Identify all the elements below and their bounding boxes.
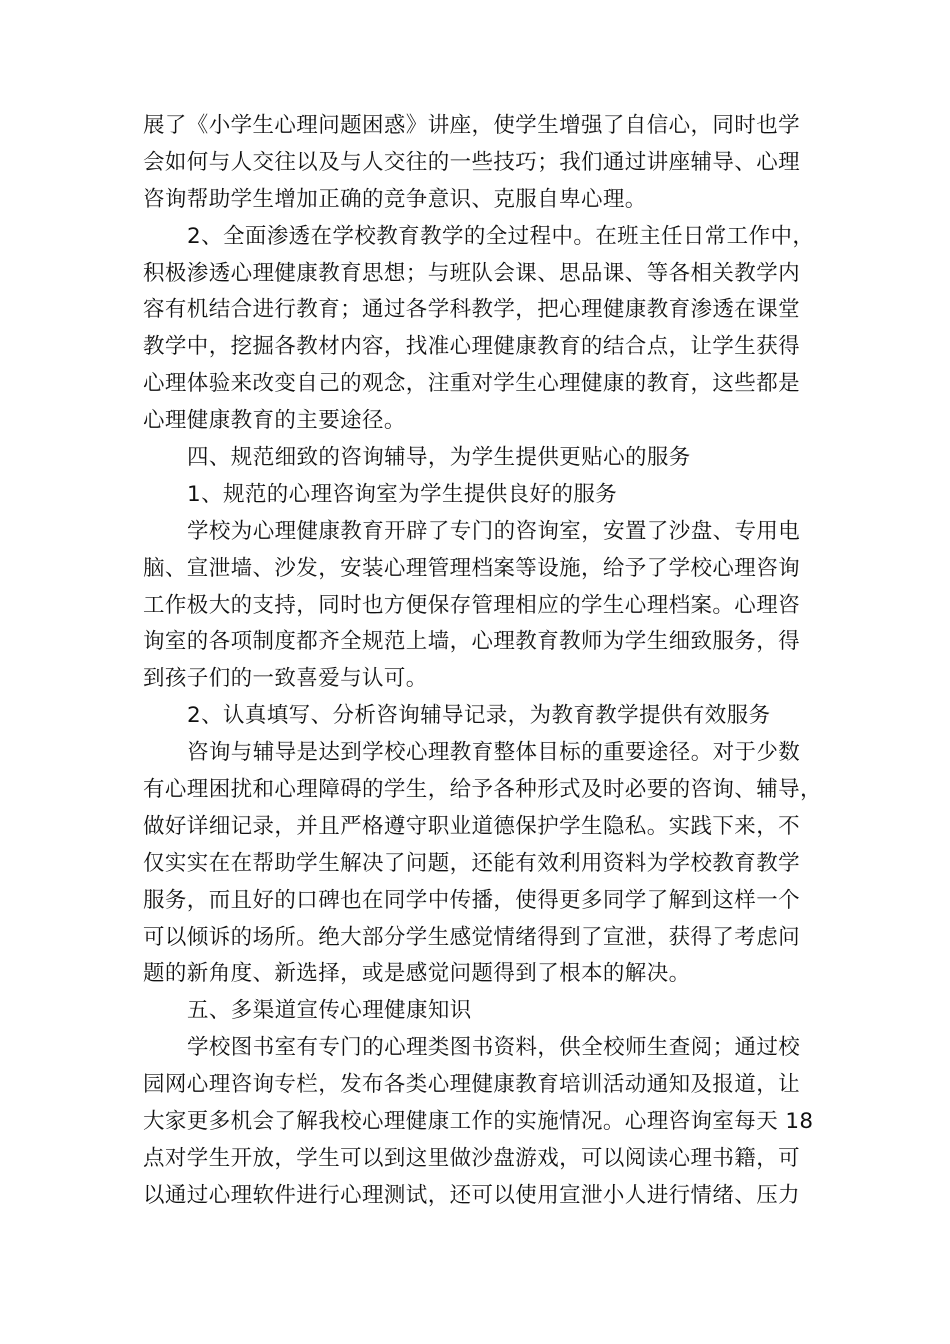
document-line: 有心理困扰和心理障碍的学生，给予各种形式及时必要的咨询、辅导， [143, 777, 822, 803]
document-line: 询室的各项制度都齐全规范上墙，心理教育教师为学生细致服务，得 [143, 629, 801, 655]
document-line: 题的新角度、新选择，或是感觉问题得到了根本的解决。 [143, 961, 691, 987]
document-line: 可以倾诉的场所。绝大部分学生感觉情绪得到了宣泄，获得了考虑问 [143, 924, 801, 950]
document-line: 咨询帮助学生增加正确的竞争意识、克服自卑心理。 [143, 186, 647, 212]
document-line: 四、规范细致的咨询辅导，为学生提供更贴心的服务 [187, 445, 691, 471]
document-line: 点对学生开放，学生可以到这里做沙盘游戏，可以阅读心理书籍，可 [143, 1145, 801, 1171]
document-line: 仅实实在在帮助学生解决了问题，还能有效利用资料为学校教育教学 [143, 850, 801, 876]
document-line: 服务，而且好的口碑也在同学中传播，使得更多同学了解到这样一个 [143, 887, 801, 913]
document-line: 2、认真填写、分析咨询辅导记录，为教育教学提供有效服务 [187, 703, 771, 729]
document-line: 教学中，挖掘各教材内容，找准心理健康教育的结合点，让学生获得 [143, 334, 801, 360]
document-line: 脑、宣泄墙、沙发，安装心理管理档案等设施，给予了学校心理咨询 [143, 555, 801, 581]
document-line: 咨询与辅导是达到学校心理教育整体目标的重要途径。对于少数 [187, 740, 801, 766]
document-line: 以通过心理软件进行心理测试，还可以使用宣泄小人进行情绪、压力 [143, 1182, 801, 1208]
document-body [143, 108, 833, 1215]
document-line: 工作极大的支持，同时也方便保存管理相应的学生心理档案。心理咨 [143, 592, 801, 618]
document-line: 到孩子们的一致喜爱与认可。 [143, 666, 428, 692]
document-line: 1、规范的心理咨询室为学生提供良好的服务 [187, 481, 618, 507]
document-line: 心理体验来改变自己的观念，注重对学生心理健康的教育，这些都是 [143, 371, 801, 397]
document-line: 学校为心理健康教育开辟了专门的咨询室，安置了沙盘、专用电 [187, 518, 801, 544]
document-line: 会如何与人交往以及与人交往的一些技巧；我们通过讲座辅导、心理 [143, 149, 801, 175]
document-line: 大家更多机会了解我校心理健康工作的实施情况。心理咨询室每天 18 [143, 1109, 814, 1135]
document-line: 容有机结合进行教育；通过各学科教学，把心理健康教育渗透在课堂 [143, 297, 801, 323]
document-line: 积极渗透心理健康教育思想；与班队会课、思品课、等各相关教学内 [143, 260, 801, 286]
document-line: 2、全面渗透在学校教育教学的全过程中。在班主任日常工作中， [187, 223, 815, 249]
document-line: 园网心理咨询专栏，发布各类心理健康教育培训活动通知及报道，让 [143, 1072, 801, 1098]
document-line: 学校图书室有专门的心理类图书资料，供全校师生查阅；通过校 [187, 1035, 801, 1061]
document-line: 展了《小学生心理问题困惑》讲座，使学生增强了自信心，同时也学 [143, 113, 801, 138]
document-line: 五、多渠道宣传心理健康知识 [187, 998, 472, 1024]
document-line: 做好详细记录，并且严格遵守职业道德保护学生隐私。实践下来，不 [143, 813, 801, 839]
document-line: 心理健康教育的主要途径。 [143, 408, 406, 434]
